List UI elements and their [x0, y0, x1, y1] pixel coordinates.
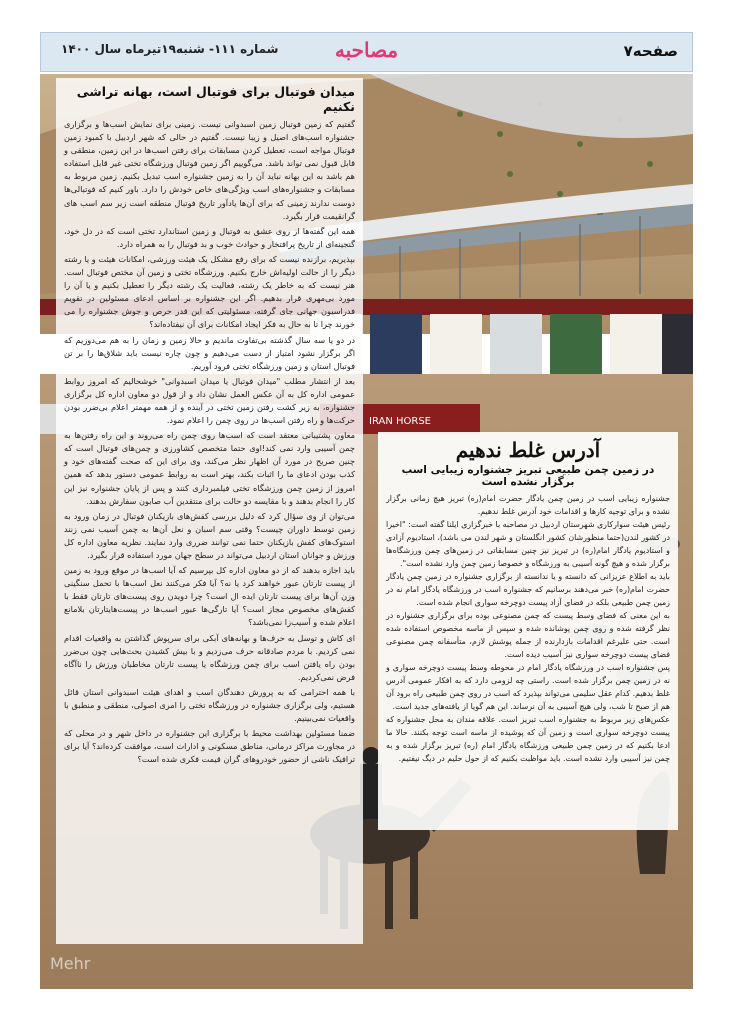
section-title: مصاحبه	[334, 38, 399, 62]
article-football-field	[56, 78, 363, 944]
article2-title: آدرس غلط ندهیم	[455, 438, 601, 462]
article2-paragraph: پس جشنواره اسب در ورزشگاه یادگار امام در محوطه وسط پیست دوچرخه سواری و نه در زمین چمن برگزار شده است. راستی چه لزومی دارد که به افکار عمومی آدرس غلط بدهیم. کدام عقل سلیمی می‌تواند بپذیرد که اسب در روی چمن طبیعی راه برود آن هم از صبح تا شب، ولی هیچ آسیبی به آن نرساند. این هم گویا از یافته‌های جدید است.	[386, 663, 670, 711]
article1-title: میدان فوتبال برای فوتبال است، بهانه تراشی نکنیم	[76, 84, 355, 114]
article1-paragraph: باید اجازه بدهند که از دو معاون اداره کل بپرسیم که آیا اسب‌ها در موقع ورود به زمین از پیست تارتان عبور خواهند کرد یا نه؟ آیا فکر می‌کنند نعل اسب‌ها با تحمل سنگینی وزن آن‌ها برای پیست تارتان ایده ال است؟ چرا دویدن روی پیست‌های تارتان فقط با کفش‌های مخصوص مجاز است؟ آیا تارگی‌ها عبور اسب‌ها در پیست‌هایتارتان بلامانع اعلام شده و آسیب‌زا نمی‌باشد؟	[64, 565, 355, 628]
article2-paragraph: جشنواره زیبایی اسب در زمین چمن یادگار حضرت امام(ره) تبریز هیچ زمانی برگزار نشده و برای توجیه کارها و اقدامات خود آدرس غلط ندهیم.	[386, 494, 670, 516]
article2-subtitle: در زمین چمن طبیعی تبریز جشنواره زیبایی اسب برگزار نشده است	[401, 464, 655, 488]
article2-paragraph: باید به اطلاع عزیزانی که دانسته و یا ندانسته از برگزاری جشنواره در زمین چمن یادگار حضرت امام(ره) خبر می‌دهند برسانیم که جشنواره اسب در ورزشگاه یادگار امام نه در زمین چمن طبیعی بلکه در فضای آزاد پیست دوچرخه سواری انجام شده است.	[386, 572, 670, 607]
article1-paragraph: در دو یا سه سال گذشته بی‌تفاوت ماندیم و حالا زمین و زمان را به هم می‌دوزیم که اگر برگزار نشود امتیاز از دست می‌دهیم و چون چاره نیست باید شلاق‌ها را بر تن فوتبال استان و زمین ورزشگاه تختی فرود آوریم.	[64, 334, 355, 371]
photo-watermark: Mehr	[50, 954, 91, 973]
article1-paragraph: می‌توان از وی سؤال کرد که دلیل بررسی کفش‌های بازیکنان فوتبال در زمان ورود به زمین توسط داوران چیست؟ وقتی سم اسبان و نعل آن‌ها به چمن آسیب نمی زنند استوک‌های کفش بازیکنان حتما نمی توانند ضرری وارد نمایند. نظریه معاون اداره کل ورزش و جوانان استان اردبیل می‌تواند در سطح جهان مورد استفاده قرار بگیرد.	[64, 510, 355, 560]
article1-paragraph: معاون پشتیبانی معتقد است که اسب‌ها روی چمن راه می‌روند و این راه رفتن‌ها به چمن آسیبی وارد نمی کند!اوی حتما متخصص کشاورزی و چمن‌های فوتبال است که چنین صریح در مورد آن اظهار نظر می‌کند، وی برای این که صحت گفته‌های خود و کذب بودن ادعای ما را اثبات بکند، بهتر است به روابط عمومی دستور بدهد که همین امروز از زمین چمن ورزشگاه تختی فیلمبرداری کنند و پس از پایان جشنواره نیز این کار را انجام بدهند و با مقایسه دو حالت برای منتقدین آب صابون سفارش بدهند.	[64, 430, 355, 506]
article1-paragraph: با همه احترامی که به پرورش دهندگان اسب و اهدای هیئت اسبدوانی استان قائل هستیم، ولی برگزاری جشنواره در ورزشگاه تختی را امری اصولی، منطقی و منطبق با واقعیات نمی‌بینیم.	[64, 686, 355, 724]
article1-paragraph: بعد از انتشار مطلب "میدان فوتبال یا میدان اسبدوانی" خوشحالیم که امروز روابط عمومی اداره کل به آن عکس العمل نشان داد و از قول دو معاون اداره کل برگزاری جشنواره، به زیر کشت رفتن زمین تختی در آینده و از همه مهمتر اعلام بی‌ضرر بودن حرکت‌ها و راه رفتن اسب‌ها در روی چمن را اعلام نمود.	[64, 375, 355, 426]
article2-paragraph: عکس‌های زیر مربوط به جشنواره اسب تبریز است. علاقه مندان به محل جشنواره که پیست دوچرخه سواری است و زمین آن که پوشیده از ماسه است توجه بکنند. حالا ما ادعا بکنیم که در زمین چمن طبیعی ورزشگاه یادگار امام (ره) تبریز برگزار شده و به چمن نیز آسیبی وارد نشده است. باید مواظبت بکنیم که از حول حلیم در دیگ نیفتیم.	[386, 715, 670, 763]
article-wrong-address	[378, 432, 678, 830]
article1-paragraph: بپذیریم، برازنده نیست که برای رفع مشکل یک هیئت ورزشی، امکانات هیئت و یا رشته دیگر را از حالت اولیه‌اش خارج بکنیم. ورزشگاه تختی و زمین آن مختص فوتبال است. هنر نیست که به خاطر یک رشته، فعالیت یک رشته دیگر را تعطیل بکنیم و یا آن را مورد بی‌مهری قرار بدهیم. اگر این جشنواره بر اساس ادعای مسئولین در تقویم فدراسیون جهانی جای گرفته، مسئولیتی که این قدر حرص و جوش جشنواره را می خورند چرا تا به حال به فکر ایجاد امکانات برای آن نیفتاده‌اند؟	[64, 253, 355, 330]
page-header	[40, 32, 693, 72]
article1-paragraph: ای کاش و توسل به حرف‌ها و بهانه‌های آبکی برای سرپوش گذاشتن به واقعیات اقدام نمی کردیم. با مردم صادقانه حرف می‌زدیم و با بیش کشیدن بحث‌هایی چون بی‌ضرر بودن راه یافتن اسب برای چمن ورزشگاه یا پیست تارتان مخاطبان ورزش را ناآگاه فرض نمی‌کردیم.	[64, 632, 355, 682]
issue-info: شماره ۱۱۱- شنبه۱۹تیرماه سال ۱۴۰۰	[61, 42, 279, 56]
article2-paragraph: رئیس هیئت سوارکاری شهرستان اردبیل در مصاحبه با خبرگزاری ایلنا گفته است: "اخیرا در کشور لندن(حتما منظورشان کشور انگلستان و شهر لندن می باشد)، استادیوم آزادی و استادیوم یادگار امام(ره) در تبریز نیز چنین مسابقاتی در زمین‌های چمن ورزشگاه‌ها برگزار شده و هیچ گونه آسیبی به ورزشگاه و خصوصا زمین چمن وارد نشده است".	[386, 520, 670, 568]
banner-text: IRAN HORSE	[369, 416, 431, 427]
article1-paragraph: گفتیم که زمین فوتبال زمین اسبدوانی نیست. زمینی برای نمایش اسب‌ها و برگزاری جشنواره اسب‌های اصیل و زیبا نیست. گفتیم در حالی که شهر اردبیل با کمبود زمین فوتبال مواجه است، تعطیل کردن مسابقات برای رفتن اسب‌ها در این زمین، منطقی و قابل قبول نمی تواند باشد. می‌گوییم اگر زمین فوتبال ورزشگاه تختی غیر قابل استفاده هم باشد به این بهانه نباید آن را به زمین جشنواره اسب تبدیل بکنیم. زمین مربوط به مسابقات و جشنواره‌های اسب ویژگی‌های خاص خودش را دارد. باور کنیم که فوتبالی‌ها دوست ندارند زمینی که برای آن‌ها یادآور تاریخ فوتبال منطقه است زیر سم اسب های گرانقیمت قرار بگیرد.	[64, 119, 355, 221]
article1-paragraph: ضمنا مسئولین بهداشت محیط با برگزاری این جشنواره در داخل شهر و در محلی که در مجاورت مراکز درمانی، مناطق مسکونی و ادارات است، موافقت کرده‌اند؟ آیا برای ترافیک ناشی از حضور خودروهای گران قیمت فکری شده است؟	[64, 728, 355, 765]
article2-paragraph: به این معنی که فضای وسط پیست که چمن مصنوعی بوده برای برگزاری جشنواره در نظر گرفته شده و روی چمن پوشانده شده و سپس از ماسه مخصوص استفاده شده است. حتی علیرغم اقدامات بازدارنده از جمله پوشش لازم، متأسفانه چمن مصنوعی فضای پیست دوچرخه سواری نیز آسیب دیده است.	[386, 611, 670, 659]
article1-paragraph: همه این گفته‌ها از روی عشق به فوتبال و زمین استاندارد تختی است که در دل خود، گنجینه‌ای از تاریخ پرافتخار و حوادث خوب و بد فوتبال را به همراه دارد.	[64, 225, 355, 249]
page-number: صفحه۷	[623, 42, 678, 60]
